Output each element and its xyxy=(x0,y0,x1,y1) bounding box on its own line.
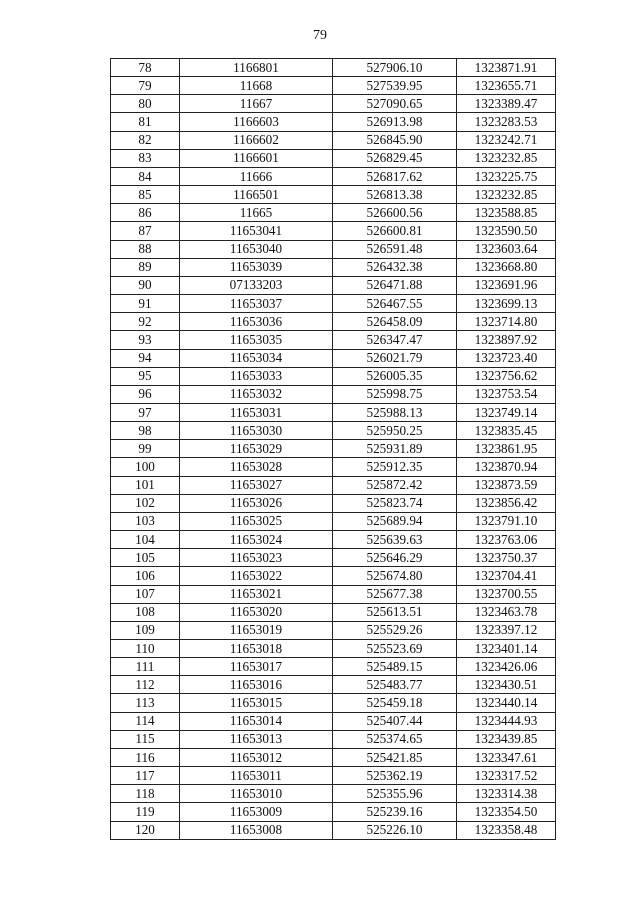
row-number-cell: 92 xyxy=(111,313,180,331)
row-number-cell: 115 xyxy=(111,730,180,748)
table-row xyxy=(111,476,556,494)
y-coordinate-cell: 1323861.95 xyxy=(457,440,556,458)
table-row xyxy=(111,149,556,167)
table-row xyxy=(111,712,556,730)
x-coordinate-cell: 525912.35 xyxy=(333,458,457,476)
point-id-cell: 11653022 xyxy=(180,567,333,585)
row-number-cell: 97 xyxy=(111,403,180,421)
table-row xyxy=(111,821,556,839)
y-coordinate-cell: 1323426.06 xyxy=(457,658,556,676)
table-row xyxy=(111,167,556,185)
y-coordinate-cell: 1323763.06 xyxy=(457,531,556,549)
y-coordinate-cell: 1323463.78 xyxy=(457,603,556,621)
point-id-cell: 11653023 xyxy=(180,549,333,567)
row-number-cell: 112 xyxy=(111,676,180,694)
x-coordinate-cell: 526913.98 xyxy=(333,113,457,131)
x-coordinate-cell: 525639.63 xyxy=(333,531,457,549)
point-id-cell: 11653025 xyxy=(180,512,333,530)
row-number-cell: 84 xyxy=(111,167,180,185)
x-coordinate-cell: 525931.89 xyxy=(333,440,457,458)
row-number-cell: 90 xyxy=(111,276,180,294)
y-coordinate-cell: 1323750.37 xyxy=(457,549,556,567)
y-coordinate-cell: 1323347.61 xyxy=(457,748,556,766)
table-row xyxy=(111,440,556,458)
table-row xyxy=(111,276,556,294)
point-id-cell: 11653035 xyxy=(180,331,333,349)
x-coordinate-cell: 525646.29 xyxy=(333,549,457,567)
table-row xyxy=(111,603,556,621)
table-row xyxy=(111,748,556,766)
row-number-cell: 100 xyxy=(111,458,180,476)
row-number-cell: 104 xyxy=(111,531,180,549)
y-coordinate-cell: 1323756.62 xyxy=(457,367,556,385)
row-number-cell: 108 xyxy=(111,603,180,621)
row-number-cell: 118 xyxy=(111,785,180,803)
coordinate-table xyxy=(110,58,556,840)
point-id-cell: 11653008 xyxy=(180,821,333,839)
x-coordinate-cell: 526471.88 xyxy=(333,276,457,294)
row-number-cell: 98 xyxy=(111,422,180,440)
table-row xyxy=(111,59,556,77)
point-id-cell: 11653009 xyxy=(180,803,333,821)
table-row xyxy=(111,222,556,240)
table-row xyxy=(111,494,556,512)
point-id-cell: 11653018 xyxy=(180,640,333,658)
point-id-cell: 11653026 xyxy=(180,494,333,512)
row-number-cell: 89 xyxy=(111,258,180,276)
point-id-cell: 11653024 xyxy=(180,531,333,549)
x-coordinate-cell: 525689.94 xyxy=(333,512,457,530)
table-row xyxy=(111,621,556,639)
x-coordinate-cell: 525407.44 xyxy=(333,712,457,730)
y-coordinate-cell: 1323704.41 xyxy=(457,567,556,585)
y-coordinate-cell: 1323232.85 xyxy=(457,186,556,204)
row-number-cell: 99 xyxy=(111,440,180,458)
table-row xyxy=(111,694,556,712)
y-coordinate-cell: 1323749.14 xyxy=(457,403,556,421)
y-coordinate-cell: 1323856.42 xyxy=(457,494,556,512)
y-coordinate-cell: 1323714.80 xyxy=(457,313,556,331)
table-row xyxy=(111,113,556,131)
y-coordinate-cell: 1323439.85 xyxy=(457,730,556,748)
point-id-cell: 11653020 xyxy=(180,603,333,621)
y-coordinate-cell: 1323225.75 xyxy=(457,167,556,185)
point-id-cell: 1166601 xyxy=(180,149,333,167)
row-number-cell: 109 xyxy=(111,621,180,639)
point-id-cell: 11653031 xyxy=(180,403,333,421)
point-id-cell: 11653036 xyxy=(180,313,333,331)
y-coordinate-cell: 1323242.71 xyxy=(457,131,556,149)
row-number-cell: 103 xyxy=(111,512,180,530)
y-coordinate-cell: 1323871.91 xyxy=(457,59,556,77)
table-row xyxy=(111,95,556,113)
y-coordinate-cell: 1323283.53 xyxy=(457,113,556,131)
row-number-cell: 86 xyxy=(111,204,180,222)
table-row xyxy=(111,240,556,258)
table-row xyxy=(111,658,556,676)
table-row xyxy=(111,367,556,385)
row-number-cell: 80 xyxy=(111,95,180,113)
table-row xyxy=(111,549,556,567)
point-id-cell: 11653010 xyxy=(180,785,333,803)
point-id-cell: 1166801 xyxy=(180,59,333,77)
row-number-cell: 79 xyxy=(111,77,180,95)
point-id-cell: 11653037 xyxy=(180,295,333,313)
x-coordinate-cell: 526845.90 xyxy=(333,131,457,149)
table-row xyxy=(111,585,556,603)
point-id-cell: 11653011 xyxy=(180,767,333,785)
point-id-cell: 11665 xyxy=(180,204,333,222)
row-number-cell: 94 xyxy=(111,349,180,367)
row-number-cell: 85 xyxy=(111,186,180,204)
row-number-cell: 83 xyxy=(111,149,180,167)
table-row xyxy=(111,77,556,95)
y-coordinate-cell: 1323603.64 xyxy=(457,240,556,258)
point-id-cell: 11653033 xyxy=(180,367,333,385)
y-coordinate-cell: 1323655.71 xyxy=(457,77,556,95)
point-id-cell: 11653016 xyxy=(180,676,333,694)
x-coordinate-cell: 525421.85 xyxy=(333,748,457,766)
y-coordinate-cell: 1323691.96 xyxy=(457,276,556,294)
x-coordinate-cell: 525459.18 xyxy=(333,694,457,712)
table-row xyxy=(111,403,556,421)
point-id-cell: 11653019 xyxy=(180,621,333,639)
point-id-cell: 11653030 xyxy=(180,422,333,440)
row-number-cell: 78 xyxy=(111,59,180,77)
x-coordinate-cell: 525489.15 xyxy=(333,658,457,676)
point-id-cell: 11653017 xyxy=(180,658,333,676)
table-row xyxy=(111,295,556,313)
table-row xyxy=(111,458,556,476)
row-number-cell: 107 xyxy=(111,585,180,603)
x-coordinate-cell: 527906.10 xyxy=(333,59,457,77)
y-coordinate-cell: 1323401.14 xyxy=(457,640,556,658)
y-coordinate-cell: 1323440.14 xyxy=(457,694,556,712)
x-coordinate-cell: 526600.56 xyxy=(333,204,457,222)
table-row xyxy=(111,531,556,549)
x-coordinate-cell: 526817.62 xyxy=(333,167,457,185)
y-coordinate-cell: 1323699.13 xyxy=(457,295,556,313)
table-row xyxy=(111,640,556,658)
x-coordinate-cell: 527090.65 xyxy=(333,95,457,113)
table-row xyxy=(111,767,556,785)
row-number-cell: 105 xyxy=(111,549,180,567)
row-number-cell: 113 xyxy=(111,694,180,712)
point-id-cell: 11653032 xyxy=(180,385,333,403)
row-number-cell: 96 xyxy=(111,385,180,403)
y-coordinate-cell: 1323397.12 xyxy=(457,621,556,639)
row-number-cell: 110 xyxy=(111,640,180,658)
y-coordinate-cell: 1323317.52 xyxy=(457,767,556,785)
table-row xyxy=(111,567,556,585)
row-number-cell: 114 xyxy=(111,712,180,730)
row-number-cell: 106 xyxy=(111,567,180,585)
y-coordinate-cell: 1323668.80 xyxy=(457,258,556,276)
point-id-cell: 11653034 xyxy=(180,349,333,367)
point-id-cell: 11666 xyxy=(180,167,333,185)
x-coordinate-cell: 525529.26 xyxy=(333,621,457,639)
y-coordinate-cell: 1323753.54 xyxy=(457,385,556,403)
point-id-cell: 11653027 xyxy=(180,476,333,494)
point-id-cell: 1166602 xyxy=(180,131,333,149)
page-number: 79 xyxy=(313,28,327,43)
point-id-cell: 11668 xyxy=(180,77,333,95)
y-coordinate-cell: 1323314.38 xyxy=(457,785,556,803)
point-id-cell: 07133203 xyxy=(180,276,333,294)
x-coordinate-cell: 525355.96 xyxy=(333,785,457,803)
x-coordinate-cell: 527539.95 xyxy=(333,77,457,95)
y-coordinate-cell: 1323232.85 xyxy=(457,149,556,167)
table-body xyxy=(111,59,556,840)
row-number-cell: 111 xyxy=(111,658,180,676)
x-coordinate-cell: 526005.35 xyxy=(333,367,457,385)
row-number-cell: 116 xyxy=(111,748,180,766)
x-coordinate-cell: 526347.47 xyxy=(333,331,457,349)
row-number-cell: 117 xyxy=(111,767,180,785)
point-id-cell: 11653039 xyxy=(180,258,333,276)
x-coordinate-cell: 525523.69 xyxy=(333,640,457,658)
y-coordinate-cell: 1323700.55 xyxy=(457,585,556,603)
row-number-cell: 101 xyxy=(111,476,180,494)
x-coordinate-cell: 525872.42 xyxy=(333,476,457,494)
table-row xyxy=(111,331,556,349)
y-coordinate-cell: 1323590.50 xyxy=(457,222,556,240)
table-row xyxy=(111,313,556,331)
table-row xyxy=(111,785,556,803)
row-number-cell: 120 xyxy=(111,821,180,839)
row-number-cell: 81 xyxy=(111,113,180,131)
table-row xyxy=(111,385,556,403)
x-coordinate-cell: 525998.75 xyxy=(333,385,457,403)
point-id-cell: 11653029 xyxy=(180,440,333,458)
table-row xyxy=(111,204,556,222)
y-coordinate-cell: 1323723.40 xyxy=(457,349,556,367)
point-id-cell: 11653028 xyxy=(180,458,333,476)
y-coordinate-cell: 1323430.51 xyxy=(457,676,556,694)
y-coordinate-cell: 1323835.45 xyxy=(457,422,556,440)
x-coordinate-cell: 525374.65 xyxy=(333,730,457,748)
x-coordinate-cell: 526458.09 xyxy=(333,313,457,331)
x-coordinate-cell: 526432.38 xyxy=(333,258,457,276)
x-coordinate-cell: 525613.51 xyxy=(333,603,457,621)
y-coordinate-cell: 1323897.92 xyxy=(457,331,556,349)
x-coordinate-cell: 525483.77 xyxy=(333,676,457,694)
table-row xyxy=(111,349,556,367)
x-coordinate-cell: 526829.45 xyxy=(333,149,457,167)
y-coordinate-cell: 1323873.59 xyxy=(457,476,556,494)
x-coordinate-cell: 525362.19 xyxy=(333,767,457,785)
table-row xyxy=(111,422,556,440)
x-coordinate-cell: 526591.48 xyxy=(333,240,457,258)
y-coordinate-cell: 1323358.48 xyxy=(457,821,556,839)
row-number-cell: 91 xyxy=(111,295,180,313)
table-row xyxy=(111,131,556,149)
x-coordinate-cell: 525677.38 xyxy=(333,585,457,603)
y-coordinate-cell: 1323354.50 xyxy=(457,803,556,821)
x-coordinate-cell: 525950.25 xyxy=(333,422,457,440)
row-number-cell: 102 xyxy=(111,494,180,512)
row-number-cell: 88 xyxy=(111,240,180,258)
point-id-cell: 11653040 xyxy=(180,240,333,258)
table-row xyxy=(111,258,556,276)
row-number-cell: 119 xyxy=(111,803,180,821)
y-coordinate-cell: 1323444.93 xyxy=(457,712,556,730)
row-number-cell: 95 xyxy=(111,367,180,385)
y-coordinate-cell: 1323870.94 xyxy=(457,458,556,476)
table-row xyxy=(111,676,556,694)
row-number-cell: 93 xyxy=(111,331,180,349)
point-id-cell: 11653013 xyxy=(180,730,333,748)
x-coordinate-cell: 526600.81 xyxy=(333,222,457,240)
point-id-cell: 1166501 xyxy=(180,186,333,204)
y-coordinate-cell: 1323588.85 xyxy=(457,204,556,222)
point-id-cell: 11653041 xyxy=(180,222,333,240)
point-id-cell: 11667 xyxy=(180,95,333,113)
x-coordinate-cell: 525674.80 xyxy=(333,567,457,585)
row-number-cell: 82 xyxy=(111,131,180,149)
point-id-cell: 11653015 xyxy=(180,694,333,712)
point-id-cell: 11653021 xyxy=(180,585,333,603)
point-id-cell: 11653014 xyxy=(180,712,333,730)
point-id-cell: 11653012 xyxy=(180,748,333,766)
x-coordinate-cell: 525226.10 xyxy=(333,821,457,839)
x-coordinate-cell: 526467.55 xyxy=(333,295,457,313)
table-row xyxy=(111,186,556,204)
x-coordinate-cell: 526021.79 xyxy=(333,349,457,367)
x-coordinate-cell: 525239.16 xyxy=(333,803,457,821)
table-row xyxy=(111,803,556,821)
table-row xyxy=(111,512,556,530)
x-coordinate-cell: 525988.13 xyxy=(333,403,457,421)
row-number-cell: 87 xyxy=(111,222,180,240)
point-id-cell: 1166603 xyxy=(180,113,333,131)
y-coordinate-cell: 1323389.47 xyxy=(457,95,556,113)
x-coordinate-cell: 525823.74 xyxy=(333,494,457,512)
table-row xyxy=(111,730,556,748)
y-coordinate-cell: 1323791.10 xyxy=(457,512,556,530)
x-coordinate-cell: 526813.38 xyxy=(333,186,457,204)
